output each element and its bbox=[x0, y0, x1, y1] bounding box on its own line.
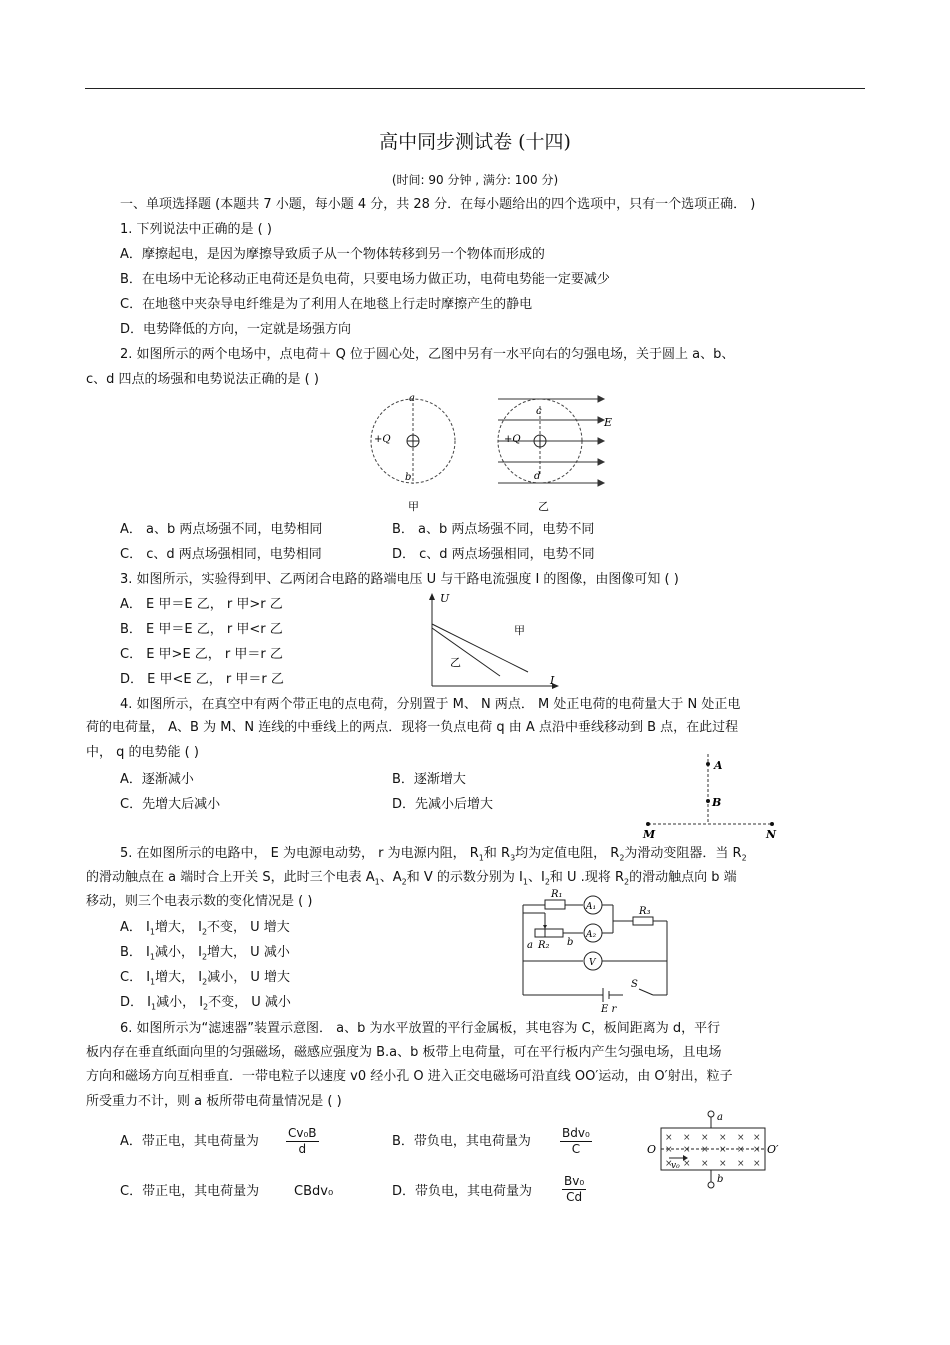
fig5-label-r3: R₃ bbox=[639, 906, 651, 917]
q6-option-d: D．带负电，其电荷量为 bbox=[392, 1184, 533, 1199]
q4-option-c: C．先增大后减小 bbox=[120, 797, 221, 812]
q6-option-c: C．带正电，其电荷量为 bbox=[120, 1184, 260, 1199]
svg-text:×: × bbox=[737, 1159, 745, 1169]
q1-option-c: C．在地毯中夹杂导电纤维是为了利用人在地毯上行走时摩擦产生的静电 bbox=[120, 297, 533, 312]
q4-option-a: A．逐渐减小 bbox=[120, 772, 194, 787]
fig5-label-r1: R₁ bbox=[551, 889, 563, 900]
q2-stem-line1: 2. 如图所示的两个电场中，点电荷＋ Q 位于圆心处，乙图中另有一水平向右的匀强电场，关于圆上 a、b、 bbox=[120, 347, 735, 362]
svg-text:×: × bbox=[665, 1159, 673, 1169]
q5-option-b: B． $I_1$减小， $I_2$增大， U 减小 bbox=[120, 945, 290, 962]
q5-stem-line1: 5. 在如图所示的电路中， E 为电源电动势， r 为电源内阻， $R_1$和 $R_3$均为定值电阻， $R_2$为滑动变阻器．当 $R_2$ bbox=[120, 846, 747, 863]
q4-stem-line1: 4. 如图所示，在真空中有两个带正电的点电荷，分别置于 M、 N 两点． M 处正电荷的电荷量大于 N 处正电 bbox=[120, 697, 741, 712]
q6-stem-line3: 方向和磁场方向互相垂直．一带电粒子以速度 v0 经小孔 O 进入正交电磁场可沿直线 OO′运动，由 O′射出，粒子 bbox=[86, 1069, 733, 1084]
q4-stem-line3: 中， q 的电势能 ( ) bbox=[86, 745, 199, 760]
fig5-label-a: a bbox=[527, 940, 533, 951]
q1-option-b: B．在电场中无论移动正电荷还是负电荷，只要电场力做正功，电荷电势能一定要减少 bbox=[120, 272, 610, 287]
q6-option-c-value: CBdv₀ bbox=[294, 1184, 334, 1199]
fig3-label-u: U bbox=[440, 592, 450, 605]
svg-text:×: × bbox=[683, 1133, 691, 1143]
fig4-label-b: B bbox=[712, 796, 722, 809]
q3-option-d: D． E 甲<E 乙， r 甲＝r 乙 bbox=[120, 672, 284, 687]
fig2-label-jia: 甲 bbox=[408, 500, 419, 513]
q1-option-d: D．电势降低的方向，一定就是场强方向 bbox=[120, 322, 352, 337]
q3-stem: 3. 如图所示，实验得到甲、乙两闭合电路的路端电压 U 与干路电流强度 I 的图像，由图像可知 ( ) bbox=[120, 572, 679, 587]
fig6-label-a: a bbox=[717, 1112, 723, 1123]
fig4-label-a: A bbox=[714, 759, 723, 772]
fig2-label-q2: +Q bbox=[504, 434, 521, 445]
exam-info: (时间: 90 分钟 , 满分: 100 分) bbox=[391, 173, 559, 187]
q6-stem-line4: 所受重力不计，则 a 板所带电荷量情况是 ( ) bbox=[86, 1094, 342, 1109]
fig5-label-a2: A₂ bbox=[586, 930, 597, 940]
fig2-label-a: a bbox=[409, 393, 415, 404]
q2-figure bbox=[360, 388, 620, 516]
svg-text:×: × bbox=[683, 1159, 691, 1169]
fig3-label-yi: 乙 bbox=[450, 656, 461, 669]
q4-option-b: B．逐渐增大 bbox=[392, 772, 466, 787]
section-heading: 一、单项选择题 (本题共 7 小题，每小题 4 分，共 28 分．在每小题给出的四个选项中，只有一个选项正确． ) bbox=[120, 197, 756, 212]
q5-circuit-figure bbox=[515, 885, 675, 1015]
fig5-label-s: S bbox=[631, 979, 638, 990]
fig3-label-i: I bbox=[550, 674, 555, 687]
fig6-label-v0: v₀ bbox=[671, 1161, 680, 1171]
svg-text:×: × bbox=[753, 1133, 761, 1143]
fig3-label-jia: 甲 bbox=[514, 624, 525, 637]
q4-figure bbox=[636, 752, 786, 840]
page-title: 高中同步测试卷 (十四) bbox=[379, 131, 571, 153]
fig5-label-v: V bbox=[589, 958, 596, 968]
q1-stem: 1. 下列说法中正确的是 ( ) bbox=[120, 222, 272, 237]
fig2-label-q1: +Q bbox=[374, 434, 391, 445]
svg-text:×: × bbox=[753, 1159, 761, 1169]
q6-option-a-fraction: $\frac{\text{Cv₀B}}{d}$ bbox=[288, 1126, 317, 1156]
q2-option-c: C． c、d 两点场强相同，电势相同 bbox=[120, 547, 322, 562]
q5-option-d: D． $I_1$减小， $I_2$不变， U 减小 bbox=[120, 995, 291, 1012]
fig5-label-b: b bbox=[567, 937, 574, 948]
svg-text:×: × bbox=[719, 1145, 727, 1155]
svg-text:×: × bbox=[701, 1133, 709, 1143]
q5-stem-line3: 移动，则三个电表示数的变化情况是 ( ) bbox=[86, 894, 313, 909]
q5-option-a: A． $I_1$增大， $I_2$不变， U 增大 bbox=[120, 920, 290, 937]
svg-text:×: × bbox=[719, 1159, 727, 1169]
q3-option-a: A． E 甲＝E 乙， r 甲>r 乙 bbox=[120, 597, 283, 612]
svg-text:×: × bbox=[683, 1145, 691, 1155]
q2-option-a: A． a、b 两点场强不同，电势相同 bbox=[120, 522, 323, 537]
q2-option-b: B． a、b 两点场强不同，电势不同 bbox=[392, 522, 595, 537]
q6-option-d-fraction: $\frac{\text{Bv₀}}{Cd}$ bbox=[564, 1174, 585, 1204]
svg-text:×: × bbox=[665, 1133, 673, 1143]
q6-option-b-fraction: Bdv₀ C bbox=[562, 1126, 590, 1156]
svg-text:×: × bbox=[665, 1145, 673, 1155]
svg-text:×: × bbox=[701, 1159, 709, 1169]
fig2-label-e: E bbox=[604, 416, 613, 429]
fig5-label-a1: A₁ bbox=[586, 902, 597, 912]
svg-text:×: × bbox=[753, 1145, 761, 1155]
svg-text:×: × bbox=[737, 1133, 745, 1143]
q6-stem-line1: 6. 如图所示为“滤速器”装置示意图． a、b 为水平放置的平行金属板，其电容为 C，板间距离为 d，平行 bbox=[120, 1021, 721, 1036]
fig2-label-b: b bbox=[405, 472, 412, 483]
q6-velocity-filter-figure bbox=[645, 1110, 785, 1190]
q6-stem-line2: 板内存在垂直纸面向里的匀强磁场，磁感应强度为 B.a、b 板带上电荷量，可在平行板内产生匀强电场，且电场 bbox=[86, 1045, 722, 1060]
q1-option-a: A．摩擦起电，是因为摩擦导致质子从一个物体转移到另一个物体而形成的 bbox=[120, 247, 545, 262]
q3-figure bbox=[420, 590, 570, 692]
q5-stem-line2: 的滑动触点在 a 端时合上开关 S，此时三个电表 $A_1$、$A_2$和 V 的示数分别为 $I_1$、$I_2$和 U .现将 $R_2$的滑动触点向 b 端 bbox=[86, 870, 737, 887]
q5-option-c: C． $I_1$增大， $I_2$减小， U 增大 bbox=[120, 970, 290, 987]
fig6-label-o-prime: O′ bbox=[767, 1143, 779, 1156]
fig5-label-r2: R₂ bbox=[538, 940, 550, 951]
q6-option-a: A．带正电，其电荷量为 bbox=[120, 1134, 259, 1149]
fig4-label-m: M bbox=[643, 828, 656, 840]
top-rule bbox=[85, 88, 865, 89]
svg-text:×: × bbox=[719, 1133, 727, 1143]
fig5-label-er: E r bbox=[601, 1004, 617, 1015]
q2-option-d: D． c、d 两点场强相同，电势不同 bbox=[392, 547, 595, 562]
q4-option-d: D．先减小后增大 bbox=[392, 797, 494, 812]
fig2-label-d: d bbox=[534, 471, 541, 482]
q6-option-b: B．带负电，其电荷量为 bbox=[392, 1134, 531, 1149]
q3-option-c: C． E 甲>E 乙， r 甲＝r 乙 bbox=[120, 647, 283, 662]
fig2-label-yi: 乙 bbox=[538, 500, 549, 513]
svg-text:×: × bbox=[701, 1145, 709, 1155]
q4-stem-line2: 荷的电荷量， A、B 为 M、N 连线的中垂线上的两点．现将一负点电荷 q 由 A 点沿中垂线移动到 B 点，在此过程 bbox=[86, 720, 739, 735]
q2-stem-line2: c、d 四点的场强和电势说法正确的是 ( ) bbox=[86, 372, 319, 387]
fig4-label-n: N bbox=[766, 828, 777, 840]
fig6-label-b: b bbox=[717, 1174, 724, 1185]
fig2-label-c: c bbox=[536, 406, 542, 417]
fig6-label-o: O bbox=[647, 1143, 657, 1156]
q3-option-b: B． E 甲＝E 乙， r 甲<r 乙 bbox=[120, 622, 283, 637]
svg-text:×: × bbox=[737, 1145, 745, 1155]
